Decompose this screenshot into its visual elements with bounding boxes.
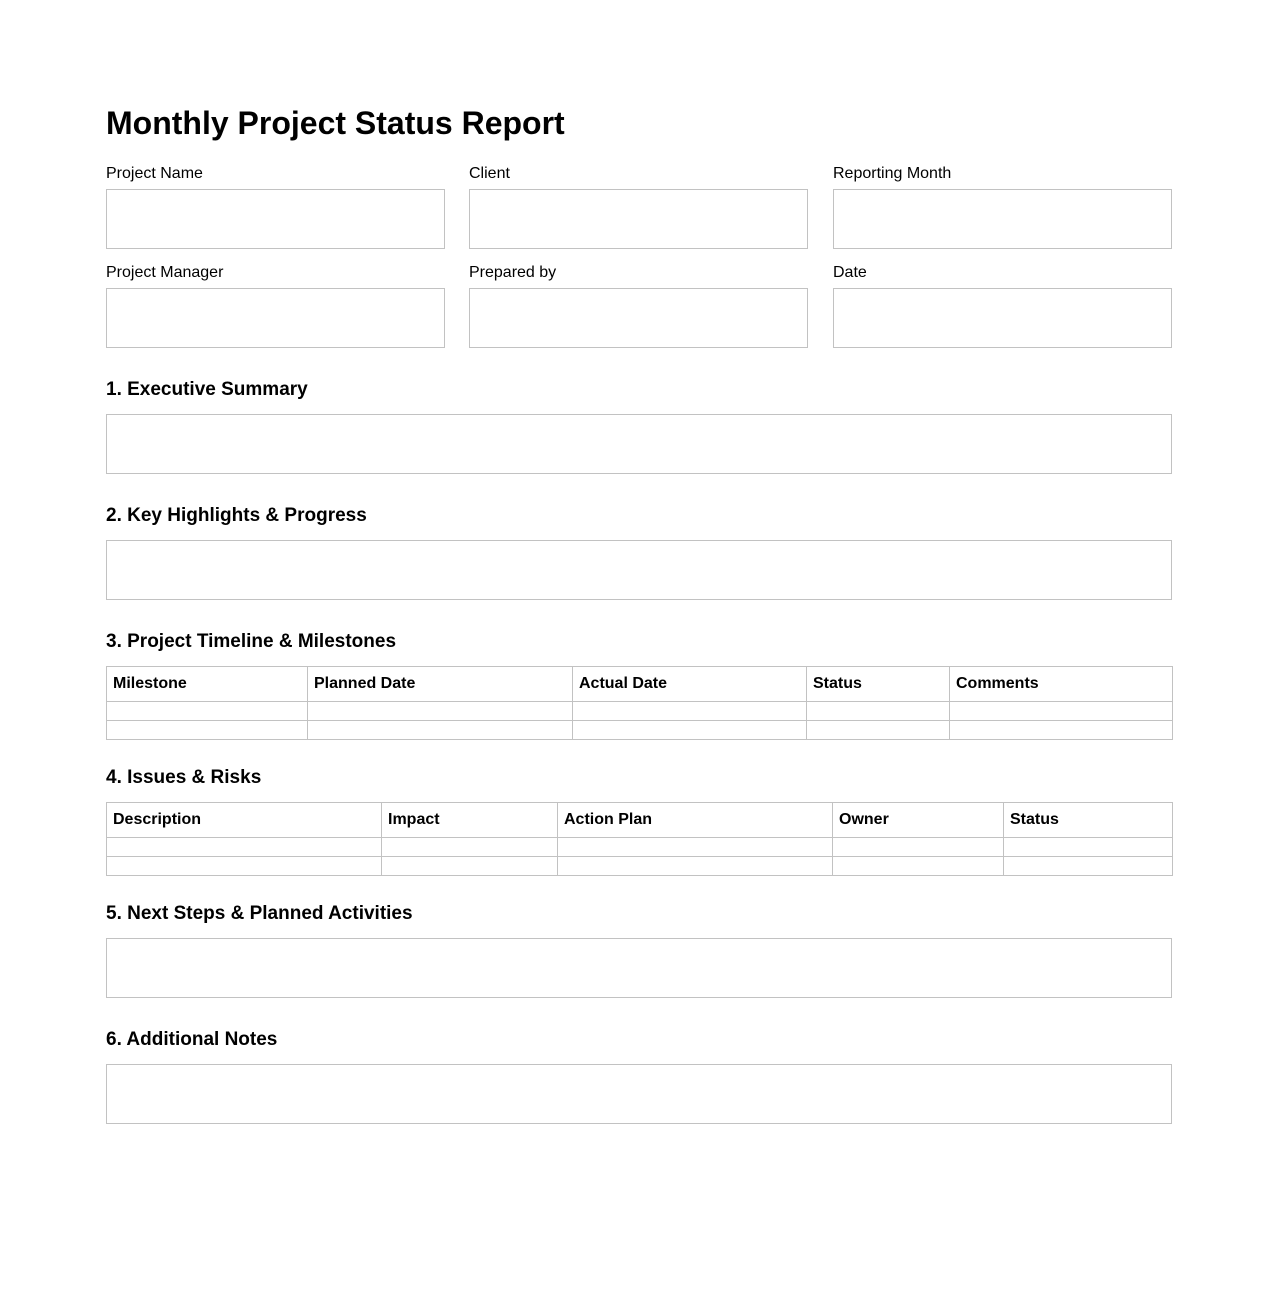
highlights-field[interactable] bbox=[106, 540, 1172, 600]
project-name-label: Project Name bbox=[106, 165, 203, 182]
executive-summary-heading: 1. Executive Summary bbox=[106, 379, 308, 400]
table-cell[interactable] bbox=[107, 702, 308, 721]
table-cell[interactable] bbox=[833, 838, 1004, 857]
table-cell[interactable] bbox=[573, 721, 807, 740]
column-header-status: Status bbox=[1004, 803, 1173, 838]
table-row bbox=[107, 857, 1173, 876]
table-header-row bbox=[107, 667, 1173, 702]
milestones-table bbox=[106, 666, 1173, 740]
table-row bbox=[107, 838, 1173, 857]
table-cell[interactable] bbox=[308, 721, 573, 740]
project-manager-label: Project Manager bbox=[106, 264, 224, 281]
table-cell[interactable] bbox=[1004, 857, 1173, 876]
table-cell[interactable] bbox=[950, 702, 1173, 721]
issues-table bbox=[106, 802, 1173, 876]
column-header-owner: Owner bbox=[833, 803, 1004, 838]
highlights-heading: 2. Key Highlights & Progress bbox=[106, 505, 367, 526]
table-cell[interactable] bbox=[1004, 838, 1173, 857]
table-cell[interactable] bbox=[107, 721, 308, 740]
client-label: Client bbox=[469, 165, 510, 182]
date-field[interactable] bbox=[833, 288, 1172, 348]
column-header-action-plan: Action Plan bbox=[558, 803, 833, 838]
table-cell[interactable] bbox=[107, 857, 382, 876]
table-cell[interactable] bbox=[573, 702, 807, 721]
date-label: Date bbox=[833, 264, 867, 281]
table-cell[interactable] bbox=[950, 721, 1173, 740]
table-header-row bbox=[107, 803, 1173, 838]
project-name-field[interactable] bbox=[106, 189, 445, 249]
table-cell[interactable] bbox=[558, 838, 833, 857]
table-cell[interactable] bbox=[807, 702, 950, 721]
reporting-month-field[interactable] bbox=[833, 189, 1172, 249]
column-header-description: Description bbox=[107, 803, 382, 838]
column-header-status: Status bbox=[807, 667, 950, 702]
column-header-planned-date: Planned Date bbox=[308, 667, 573, 702]
table-cell[interactable] bbox=[308, 702, 573, 721]
prepared-by-label: Prepared by bbox=[469, 264, 557, 281]
table-row bbox=[107, 721, 1173, 740]
table-cell[interactable] bbox=[382, 838, 558, 857]
additional-notes-field[interactable] bbox=[106, 1064, 1172, 1124]
next-steps-field[interactable] bbox=[106, 938, 1172, 998]
table-cell[interactable] bbox=[382, 857, 558, 876]
timeline-heading: 3. Project Timeline & Milestones bbox=[106, 631, 397, 652]
column-header-comments: Comments bbox=[950, 667, 1173, 702]
issues-heading: 4. Issues & Risks bbox=[106, 767, 262, 788]
project-manager-field[interactable] bbox=[106, 288, 445, 348]
client-field[interactable] bbox=[469, 189, 808, 249]
table-cell[interactable] bbox=[558, 857, 833, 876]
page-title: Monthly Project Status Report bbox=[106, 105, 565, 141]
next-steps-heading: 5. Next Steps & Planned Activities bbox=[106, 903, 413, 924]
table-cell[interactable] bbox=[807, 721, 950, 740]
table-row bbox=[107, 702, 1173, 721]
column-header-impact: Impact bbox=[382, 803, 558, 838]
column-header-actual-date: Actual Date bbox=[573, 667, 807, 702]
executive-summary-field[interactable] bbox=[106, 414, 1172, 474]
prepared-by-field[interactable] bbox=[469, 288, 808, 348]
additional-notes-heading: 6. Additional Notes bbox=[106, 1029, 278, 1050]
table-cell[interactable] bbox=[833, 857, 1004, 876]
table-cell[interactable] bbox=[107, 838, 382, 857]
column-header-milestone: Milestone bbox=[107, 667, 308, 702]
reporting-month-label: Reporting Month bbox=[833, 165, 952, 182]
